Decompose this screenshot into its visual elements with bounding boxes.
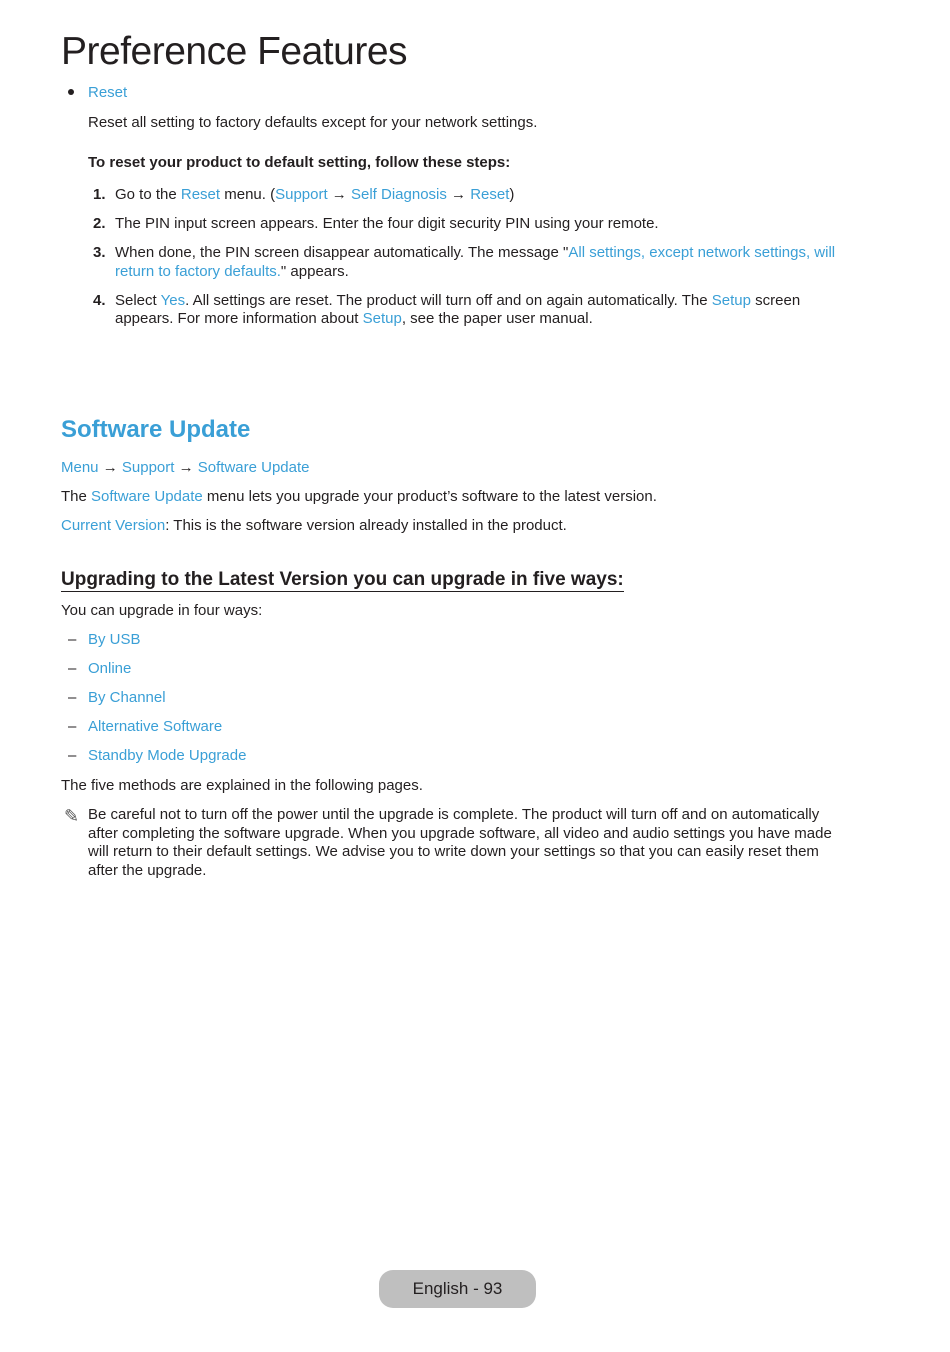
current-version-paragraph (61, 517, 567, 534)
reset-bullet (68, 84, 127, 101)
dash-icon: – (68, 718, 77, 735)
breadcrumb-support-link[interactable]: Support (121, 459, 175, 476)
step-text: The PIN input screen appears. Enter the four digit security PIN using your remote. (115, 215, 659, 232)
current-version-link[interactable]: Current Version (61, 517, 166, 534)
reset-description: Reset all setting to factory defaults except for your network settings. (88, 114, 538, 131)
page-title: Preference Features (61, 30, 408, 73)
step-text: , see the paper user manual. (401, 310, 593, 327)
upgrade-ways-list (68, 631, 246, 776)
step-item (93, 292, 843, 329)
breadcrumb-menu-link[interactable]: Menu (61, 459, 99, 476)
list-item (68, 747, 246, 776)
by-channel-link[interactable]: By Channel (88, 689, 166, 706)
step-number: 1. (93, 186, 106, 203)
step-item (93, 186, 843, 205)
page-number: English - 93 (412, 1279, 503, 1298)
step-text: Go to the (115, 186, 181, 203)
online-link[interactable]: Online (88, 660, 132, 677)
dash-icon: – (68, 689, 77, 706)
intro-text: The (61, 488, 92, 505)
breadcrumb-software-update-link[interactable]: Software Update (197, 459, 310, 476)
section-title: Software Update (61, 416, 251, 443)
upgrade-intro: You can upgrade in four ways: (61, 602, 263, 619)
caution-text: Be careful not to turn off the power until the upgrade is complete. The product will turn off and on automatically after completing the software upgrade. When you upgrade software, all video and audio settings you have made will return to their default settings. We advise you to write down your settings so that you can easily reset them after the upgrade. (88, 806, 832, 879)
caution-note (61, 806, 851, 880)
intro-text: menu lets you upgrade your product’s software to the latest version. (202, 488, 657, 505)
reset-steps (93, 186, 843, 339)
page-number-badge (379, 1270, 536, 1308)
step-text: . All settings are reset. The product will turn off and on again automatically. The (185, 291, 712, 309)
dash-icon: – (68, 660, 77, 677)
dash-icon: – (68, 747, 77, 764)
methods-note: The five methods are explained in the following pages. (61, 777, 423, 794)
step-text: ) (509, 186, 515, 203)
current-version-text: : This is the software version already installed in the product. (165, 517, 567, 534)
self-diagnosis-link[interactable]: Self Diagnosis (350, 186, 447, 203)
list-item (68, 689, 246, 718)
step-text: menu. ( (220, 186, 276, 203)
setup-link[interactable]: Setup (711, 291, 751, 309)
upgrade-heading: Upgrading to the Latest Version you can upgrade in five ways: (61, 569, 624, 590)
list-item (68, 718, 246, 747)
step-number: 3. (93, 244, 106, 261)
step-text: " appears. (280, 262, 349, 280)
arrow-icon: → (446, 186, 471, 203)
step-number: 4. (93, 291, 106, 309)
arrow-icon: → (98, 459, 122, 476)
support-link[interactable]: Support (275, 186, 328, 203)
reset-link[interactable]: Reset (470, 186, 510, 203)
yes-link[interactable]: Yes (160, 291, 186, 309)
software-update-link[interactable]: Software Update (91, 488, 203, 505)
pencil-note-icon: ✎ (64, 806, 80, 826)
standby-mode-upgrade-link[interactable]: Standby Mode Upgrade (88, 747, 247, 764)
intro-paragraph (61, 488, 657, 505)
message-link[interactable]: All settings, except network settings, will return to factory defaults. (115, 244, 836, 280)
step-text: When done, the PIN screen disappear automatically. The message " (115, 244, 569, 261)
by-usb-link[interactable]: By USB (88, 631, 141, 648)
setup-link[interactable]: Setup (362, 310, 402, 327)
arrow-icon: → (327, 186, 351, 203)
alternative-software-link[interactable]: Alternative Software (88, 718, 223, 735)
list-item (68, 631, 246, 660)
reset-menu-link[interactable]: Reset (180, 186, 221, 203)
list-item (68, 660, 246, 689)
bullet-icon (68, 89, 74, 95)
arrow-icon: → (174, 459, 198, 476)
step-text: Select (115, 291, 161, 309)
dash-icon: – (68, 631, 77, 648)
step-number: 2. (93, 215, 106, 232)
reset-link[interactable]: Reset (88, 84, 128, 101)
step-text: screen appears. For more information about (115, 291, 801, 327)
steps-heading: To reset your product to default setting, follow these steps: (88, 154, 511, 171)
step-item (93, 244, 843, 281)
breadcrumb (61, 459, 310, 476)
step-item (93, 215, 843, 234)
